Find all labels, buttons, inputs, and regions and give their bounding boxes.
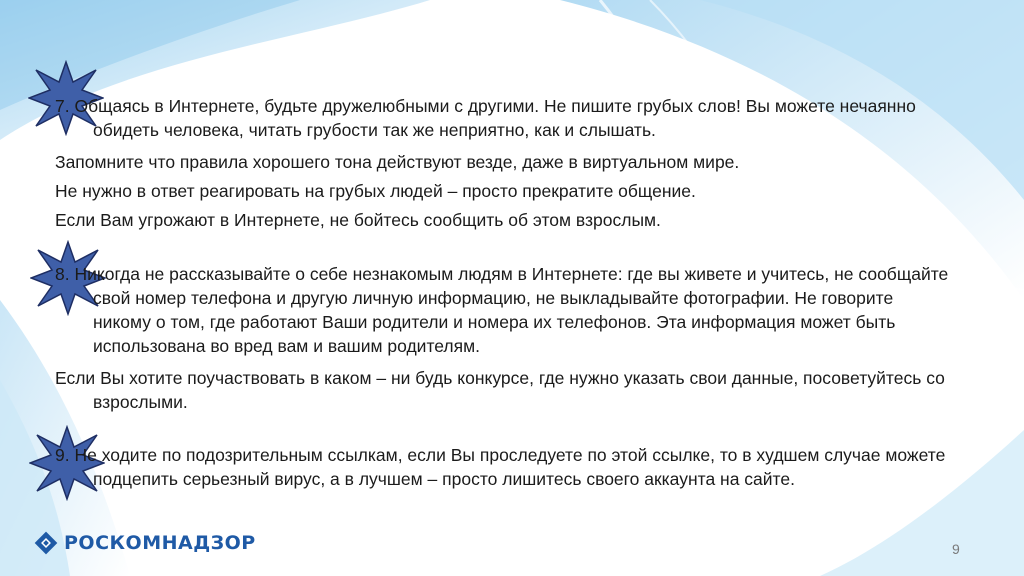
rule-text: 9. Не ходите по подозрительным ссылкам, если Вы проследуете по этой ссылке, то в худшем случае можете подцепить серьезный вирус, а в лучшем – просто лишитесь своего аккаунта на сайте.	[55, 445, 946, 489]
note-text: Если Вам угрожают в Интернете, не бойтесь сообщить об этом взрослым.	[55, 210, 661, 230]
logo-text: РОСКОМНАДЗОР	[64, 532, 256, 554]
rule-section-8	[55, 262, 955, 419]
rule-section-9	[55, 443, 955, 491]
page-number: 9	[952, 541, 960, 557]
rule-section-7	[55, 94, 955, 237]
rule-text: 7. Общаясь в Интернете, будьте дружелюбными с другими. Не пишите грубых слов! Вы можете нечаянно обидеть человека, читать грубости так же неприятно, как и слышать.	[55, 96, 916, 140]
roskomnadzor-logo	[34, 531, 256, 555]
rule-text: 8. Никогда не рассказывайте о себе незнакомым людям в Интернете: где вы живете и учитесь, не сообщайте свой номер телефона и другую личную информацию, не выкладывайте фотографии. Не говорите никому о том, где работают Ваши родители и номера их телефонов. Эта информация может быть использована во вред вам и вашим родителям.	[55, 264, 949, 356]
note-text: Если Вы хотите поучаствовать в каком – ни будь конкурсе, где нужно указать свои данные, посоветуйтесь со взрослыми.	[55, 368, 945, 412]
note-text: Не нужно в ответ реагировать на грубых людей – просто прекратите общение.	[55, 181, 696, 201]
note-text: Запомните что правила хорошего тона действуют везде, даже в виртуальном мире.	[55, 152, 740, 172]
logo-diamond-icon	[34, 531, 58, 555]
